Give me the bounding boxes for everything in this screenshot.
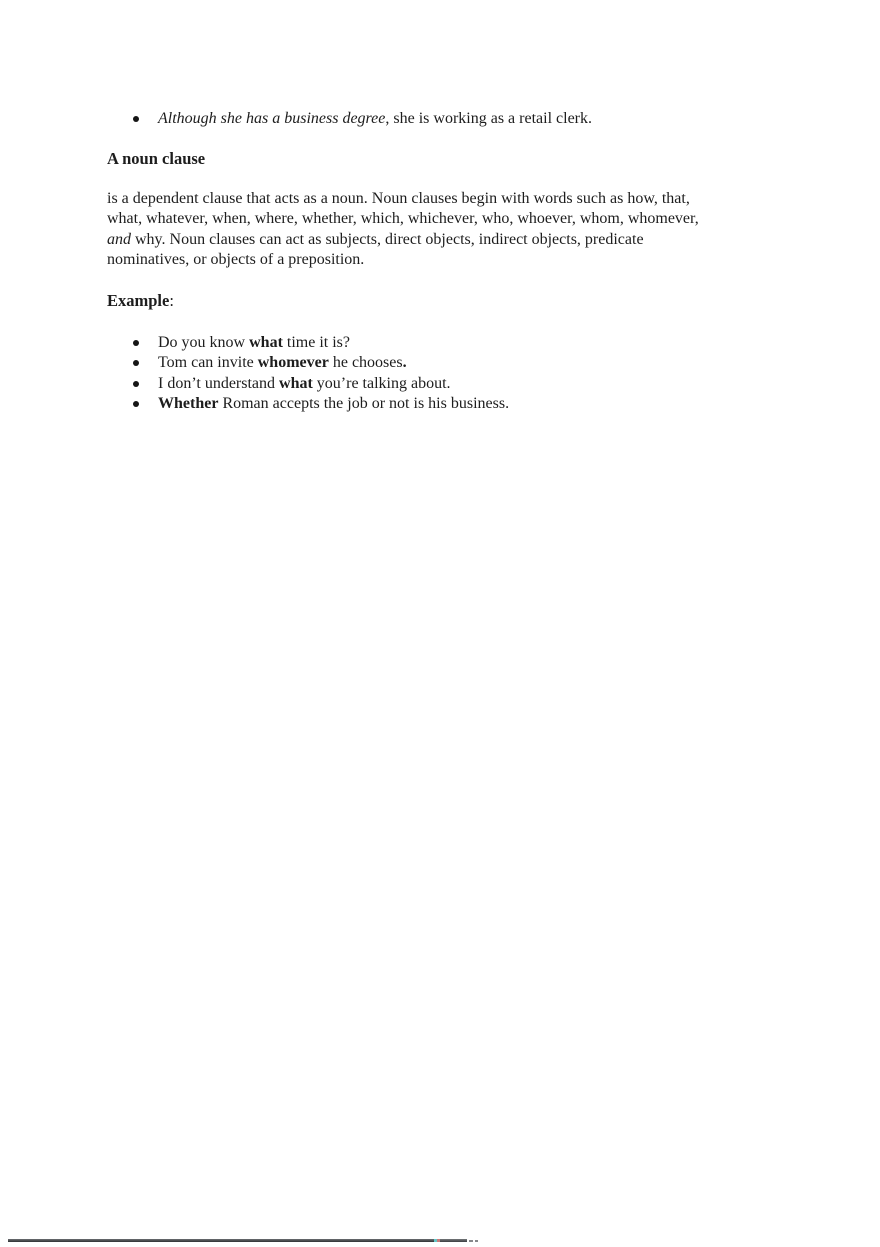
paragraph-line: what, whatever, when, where, whether, which, whichever, who, whoever, whom, whomever, bbox=[107, 210, 699, 228]
bullet-icon bbox=[133, 381, 139, 387]
bullet-icon bbox=[133, 116, 139, 122]
list-item bbox=[133, 353, 509, 373]
bullet-icon bbox=[133, 360, 139, 366]
bullet-icon bbox=[133, 401, 139, 407]
bullet-icon bbox=[133, 340, 139, 346]
intro-bullet-list bbox=[133, 109, 592, 129]
paragraph-line: is a dependent clause that acts as a noun. Noun clauses begin with words such as how, that, bbox=[107, 190, 690, 207]
scan-artifact-dash bbox=[475, 1240, 478, 1242]
body-paragraph bbox=[107, 189, 699, 271]
list-item-text: Do you know what time it is? bbox=[158, 334, 350, 351]
list-item-text: Tom can invite whomever he chooses. bbox=[158, 354, 407, 372]
paragraph-line: and why. Noun clauses can act as subjects, direct objects, indirect objects, predicate bbox=[107, 230, 644, 248]
example-bullet-list bbox=[133, 333, 509, 415]
list-item-text: Whether Roman accepts the job or not is his business. bbox=[158, 395, 510, 413]
list-item bbox=[133, 394, 509, 414]
list-item bbox=[133, 374, 509, 394]
list-item-text: I don’t understand what you’re talking about. bbox=[158, 374, 451, 392]
scan-artifact-dash bbox=[469, 1240, 473, 1242]
list-item bbox=[133, 109, 592, 129]
example-heading: Example: bbox=[107, 291, 174, 310]
section-heading: A noun clause bbox=[107, 149, 206, 168]
list-item bbox=[133, 333, 509, 353]
footer-rule bbox=[8, 1239, 434, 1242]
list-item-text: Although she has a business degree, she is working as a retail clerk. bbox=[158, 110, 592, 127]
paragraph-line: nominatives, or objects of a preposition. bbox=[107, 251, 365, 269]
footer-rule-segment bbox=[440, 1239, 467, 1242]
